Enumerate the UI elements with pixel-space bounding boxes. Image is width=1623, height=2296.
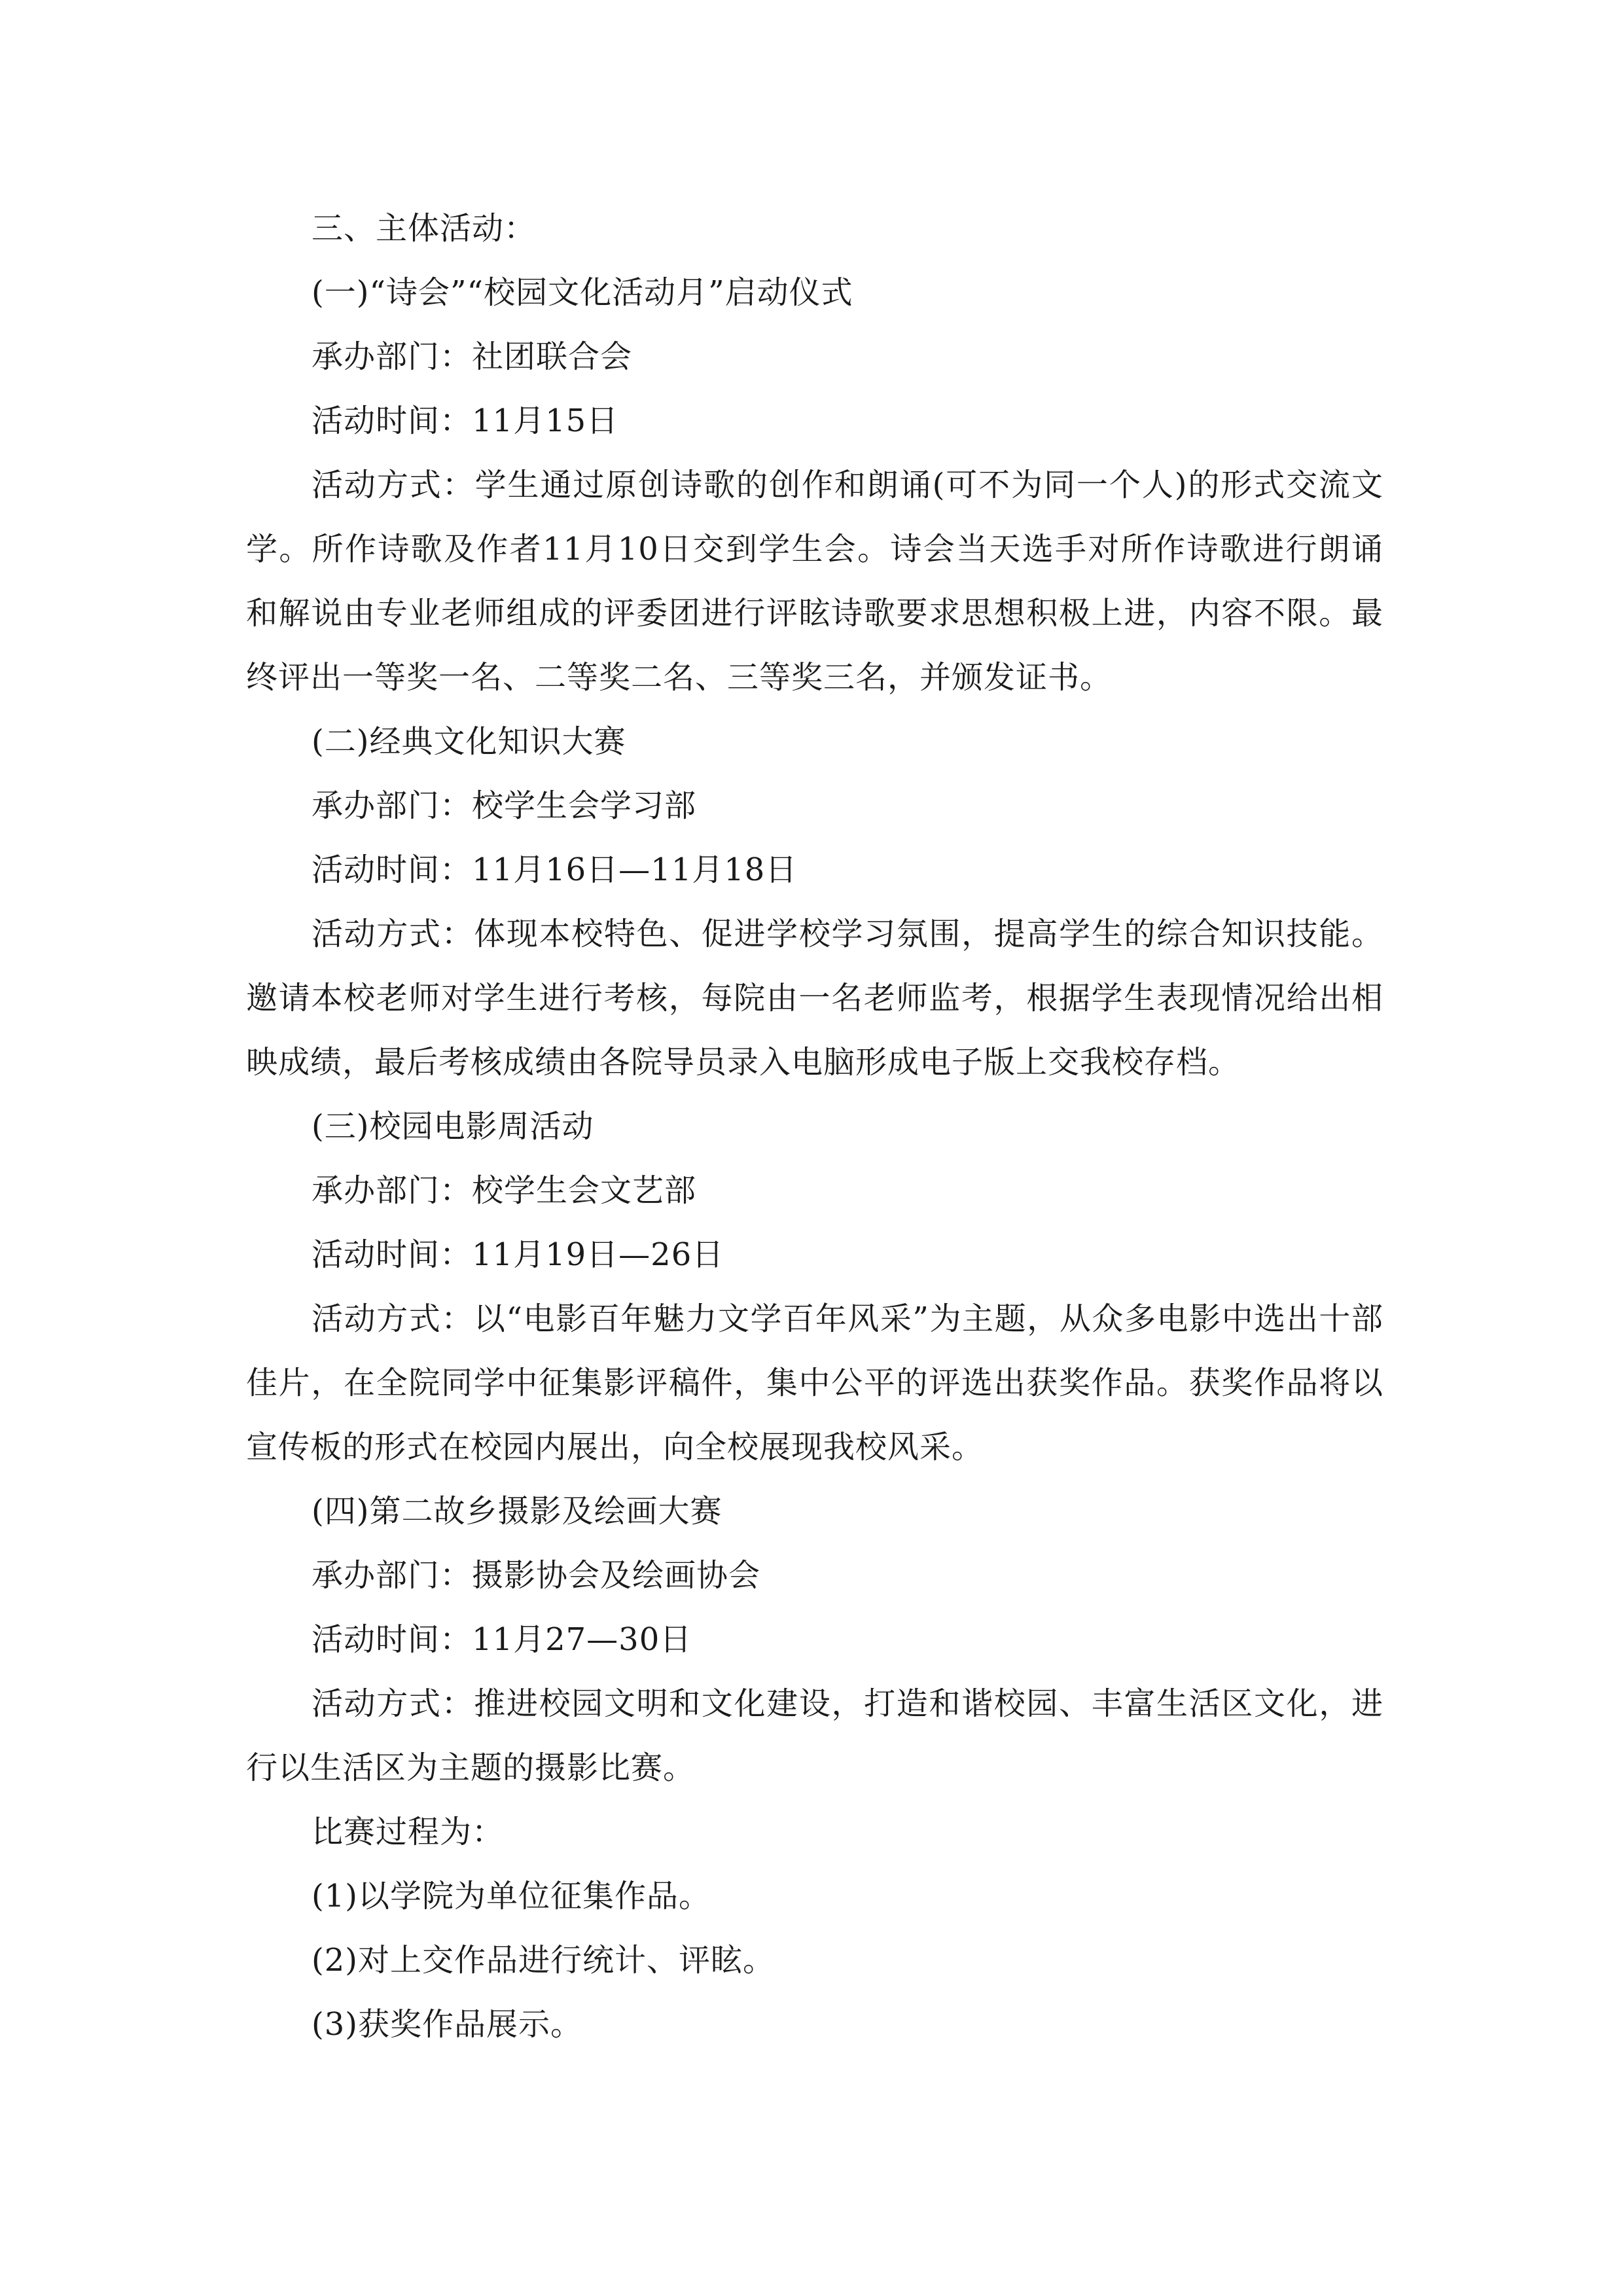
process-step: (2)对上交作品进行统计、评眩。 [312,1942,775,1979]
method-paragraph: 活动方式：推进校园文明和文化建设，打造和谐校园、丰富生活区文化，进行以生活区为主题的摄影比赛。 [246,1685,1383,1786]
activity-title: (一)“诗会”“校园文化活动月”启动仪式 [312,274,853,311]
process-step: (3)获奖作品展示。 [312,2006,582,2043]
method-paragraph: 活动方式：学生通过原创诗歌的创作和朗诵(可不为同一个人)的形式交流文学。所作诗歌及作者11月10日交到学生会。诗会当天选手对所作诗歌进行朗诵和解说由专业老师组成的评委团进行评眩诗歌要求思想积极上进，内容不限。最终评出一等奖一名、二等奖二名、三等奖三名，并颁发证书。 [246,467,1383,696]
section-heading: 三、主体活动： [312,210,537,247]
time-line: 活动时间：11月16日—11月18日 [312,852,798,888]
activity-title: (三)校园电影周活动 [312,1108,594,1145]
activity-title: (四)第二故乡摄影及绘画大赛 [312,1493,722,1530]
process-heading: 比赛过程为： [312,1814,505,1850]
method-paragraph: 活动方式：体现本校特色、促进学校学习氛围，提高学生的综合知识技能。邀请本校老师对学生进行考核，每院由一名老师监考，根据学生表现情况给出相映成绩，最后考核成绩由各院导员录入电脑形成电子版上交我校存档。 [246,916,1383,1081]
organizer-line: 承办部门：校学生会学习部 [312,787,697,824]
document-body [246,196,1383,2056]
organizer-line: 承办部门：校学生会文艺部 [312,1172,697,1209]
activity-title: (二)经典文化知识大赛 [312,723,626,760]
process-step: (1)以学院为单位征集作品。 [312,1878,711,1914]
time-line: 活动时间：11月15日 [312,403,619,439]
time-line: 活动时间：11月27—30日 [312,1621,692,1658]
organizer-line: 承办部门：社团联合会 [312,338,633,375]
method-paragraph: 活动方式：以“电影百年魅力文学百年风采”为主题，从众多电影中选出十部佳片，在全院同学中征集影评稿件，集中公平的评选出获奖作品。获奖作品将以宣传板的形式在校园内展出，向全校展现我校风采。 [246,1300,1383,1465]
organizer-line: 承办部门：摄影协会及绘画协会 [312,1557,761,1594]
time-line: 活动时间：11月19日—26日 [312,1236,724,1273]
